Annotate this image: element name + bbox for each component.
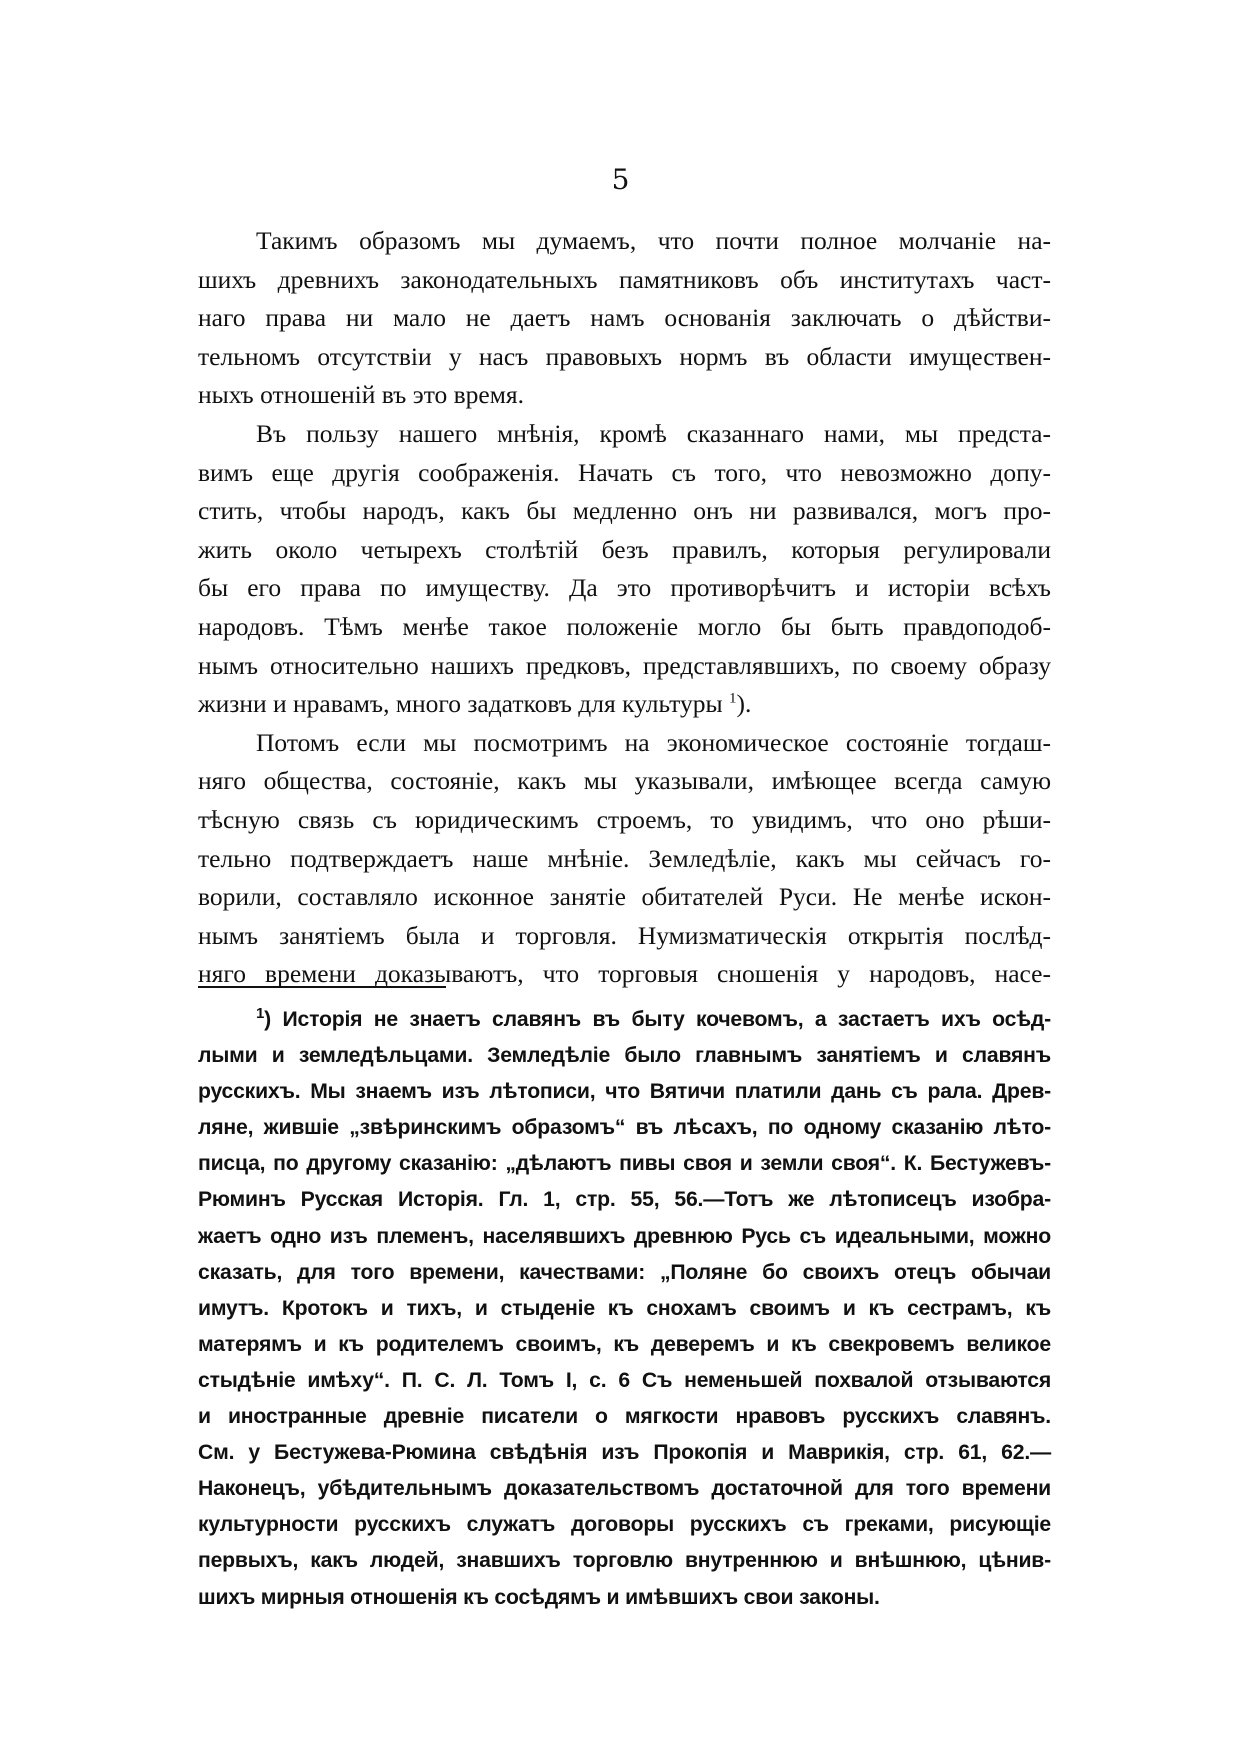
text-line: тѣсную связь съ юридическимъ строемъ, то увидимъ, что оно рѣши- [198,804,1051,834]
footnote-line: писца, по другому сказанію: „дѣлаютъ пивы своя и земли своя“. К. Бестужевъ- [198,1152,1051,1176]
text-line-content: жизни и нравамъ, много задатковъ для культуры [198,689,723,719]
footnote-line: Наконецъ, убѣдительнымъ доказательствомъ достаточной для того времени [198,1477,1051,1501]
footnote-separator [198,986,446,988]
footnote [198,1002,1051,1616]
footnote-line: матерямъ и къ родителемъ своимъ, къ деверемъ и къ свекровемъ великое [198,1332,1051,1356]
footnote-line: первыхъ, какъ людей, знавшихъ торговлю внутреннюю и внѣшнюю, цѣнив- [198,1549,1051,1573]
text-line: ворили, составляло исконное занятіе обитателей Руси. Не менѣе искон- [198,882,1051,912]
text-line: наго права ни мало не даетъ намъ основанія заключать о дѣйстви- [198,303,1051,333]
main-text [198,222,1051,994]
text-line: тельно подтверждаетъ наше мнѣніе. Земледѣліе, какъ мы сейчасъ го- [198,843,1051,873]
footnote-reference: 1 [728,690,737,707]
text-line: Потомъ если мы посмотримъ на экономическое состояніе тогдаш- [256,727,1051,757]
footnote-line-content: ) Исторія не знаетъ славянъ въ быту кочевомъ, а застаетъ ихъ осѣд- [264,1008,1051,1031]
text-line: шихъ древнихъ законодательныхъ памятниковъ объ институтахъ част- [198,264,1051,294]
text-line: тельномъ отсутствіи у насъ правовыхъ нормъ въ области имуществен- [198,341,1051,371]
text-line: жить около четырехъ столѣтій безъ правилъ, которыя регулировали [198,534,1051,564]
footnote-line: и иностранные древніе писатели о мягкости нравовъ русскихъ славянъ. [198,1405,1051,1429]
text-line: Такимъ образомъ мы думаемъ, что почти полное молчаніе на- [256,226,1051,255]
footnote-line: ляне, жившіе „звѣринскимъ образомъ“ въ лѣсахъ, по одному сказанію лѣто- [198,1116,1051,1140]
footnote-line: имутъ. Кротокъ и тихъ, и стыденіе къ снохамъ своимъ и къ сестрамъ, къ [198,1296,1051,1320]
page-number: 5 [611,163,630,196]
footnote-line: сказать, для того времени, качествами: „Поляне бо своихъ отецъ обычаи [198,1260,1051,1284]
text-line: бы его права по имуществу. Да это противорѣчитъ и исторіи всѣхъ [198,573,1051,603]
footnote-mark: 1 [256,1004,265,1022]
text-line: народовъ. Тѣмъ менѣе такое положеніе могло бы быть правдоподоб- [198,611,1051,641]
footnote-line [198,1002,1051,1038]
text-line: ныхъ отношеній въ это время. [198,380,524,410]
footnote-line: См. у Бестужева-Рюмина свѣдѣнія изъ Прокопія и Маврикія, стр. 61, 62.— [198,1441,1051,1465]
text-line: няго времени доказываютъ, что торговыя сношенія у народовъ, насе- [198,959,1051,989]
text-line [198,685,1051,724]
text-line-tail: ). [736,689,752,719]
text-line: Въ пользу нашего мнѣнія, кромѣ сказаннаго нами, мы предста- [256,418,1051,448]
footnote-line: шихъ мирныя отношенія къ сосѣдямъ и имѣвшихъ свои законы. [198,1585,880,1609]
footnote-line: жаетъ одно изъ племенъ, населявшихъ древнюю Русь съ идеальными, можно [198,1224,1051,1248]
footnote-line: русскихъ. Мы знаемъ изъ лѣтописи, что Вятичи платили дань съ рала. Древ- [198,1080,1051,1104]
text-line: нымъ относительно нашихъ предковъ, представлявшихъ, по своему образу [198,650,1051,680]
text-line: нымъ занятіемъ была и торговля. Нумизматическія открытія послѣд- [198,920,1051,950]
footnote-line: стыдѣніе имѣху“. П. С. Л. Томъ I, с. 6 Съ неменьшей похвалой отзываются [198,1368,1051,1392]
text-line: няго общества, состояніе, какъ мы указывали, имѣющее всегда самую [198,766,1051,796]
footnote-line: культурности русскихъ служатъ договоры русскихъ съ греками, рисующіе [198,1513,1051,1537]
footnote-line: лыми и земледѣльцами. Земледѣліе было главнымъ занятіемъ и славянъ [198,1044,1051,1068]
footnote-line: Рюминъ Русская Исторія. Гл. 1, стр. 55, 56.—Тотъ же лѣтописецъ изобра- [198,1188,1051,1212]
text-line: стить, чтобы народъ, какъ бы медленно онъ ни развивался, могъ про- [198,496,1051,526]
text-line: вимъ еще другія соображенія. Начать съ того, что невозможно допу- [198,457,1051,487]
